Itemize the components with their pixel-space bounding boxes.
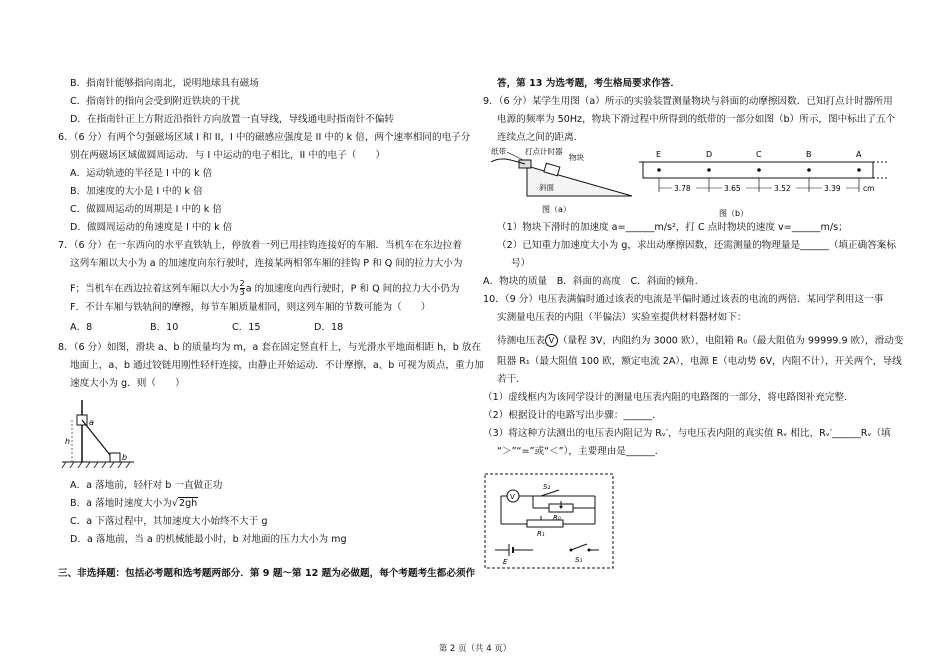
switch-s1 xyxy=(571,544,587,550)
q6-option-b: B．加速度的大小是 I 中的 k 倍 xyxy=(70,186,203,197)
q7-option-b: B．10 xyxy=(150,322,179,333)
label-h: h xyxy=(65,437,71,446)
q5-option-d: D．在指南针正上方附近沿指针方向放置一直导线，导线通电时指南针不偏转 xyxy=(70,114,394,125)
q7-stem-line2: 这列车厢以大小为 a 的加速度向东行驶时，连接某两相邻车厢的挂钩 P 和 Q 间的拉力大小为 xyxy=(70,258,463,269)
tape-distance-label: 3.65 xyxy=(724,184,741,193)
svg-text:S₁: S₁ xyxy=(575,556,583,564)
q5-option-b: B．指南针能够指向南北，说明地球具有磁场 xyxy=(70,78,259,89)
q7-option-a: A．8 xyxy=(70,322,93,333)
q8-rod-slider-figure xyxy=(58,398,138,472)
q8-option-d: D．a 落地前，当 a 的机械能最小时，b 对地面的压力大小为 mg xyxy=(70,534,347,545)
svg-text:V: V xyxy=(510,493,515,501)
q10-circuit-diagram xyxy=(483,472,615,572)
svg-text:E: E xyxy=(503,558,508,566)
q7-stem-line4: F．不计车厢与铁轨间的摩擦，每节车厢质量相同，则这列车厢的节数可能为（ ） xyxy=(70,302,431,313)
sqrt-2gh: 2gh xyxy=(178,498,198,509)
tape-distance-label: 3.52 xyxy=(774,184,791,193)
tape-distance-label: 3.78 xyxy=(674,184,691,193)
tape-point-label: C xyxy=(756,150,762,159)
q9-stem-line2: 电源的频率为 50Hz，物块下滑过程中所得到的纸带的一部分如图（b）所示，图中标出了五个 xyxy=(497,114,896,125)
label-paper: 纸带 xyxy=(491,147,506,156)
q9-stem-line3: 连续点之间的距离． xyxy=(497,132,584,143)
q6-stem-line1: 6．（6 分）有两个匀强磁场区域 I 和 II，I 中的磁感应强度是 II 中的 k 倍，两个速率相同的电子分 xyxy=(58,132,471,143)
q9-sub2-cont: 号） xyxy=(511,258,531,269)
tape-dot xyxy=(657,168,661,172)
q6-option-c: C．做圆周运动的周期是 I 中的 k 倍 xyxy=(70,204,223,215)
voltmeter-symbol: V xyxy=(545,334,558,347)
q10-stem-line5: 若干． xyxy=(497,374,526,385)
caption-b: 图（b） xyxy=(719,209,749,218)
q6-option-d: D．做圆周运动的角速度是 I 中的 k 倍 xyxy=(70,222,233,233)
q8-option-b: B．a 落地时速度大小为√2gh xyxy=(70,498,198,509)
q10-stem-line4: 阻器 R₁（最大阻值 100 欧，额定电流 2A），电源 E（电动势 6V，内阻不计），开关两个，导线 xyxy=(497,356,902,367)
q9-options: A．物块的质量 B．斜面的高度 C．斜面的倾角． xyxy=(483,276,705,287)
q9-figure-b-tape xyxy=(639,146,899,220)
svg-text:R₁: R₁ xyxy=(537,530,545,538)
q10-sub1: （1）虚线框内为该同学设计的测量电压表内阻的电路图的一部分，将电路图补充完整． xyxy=(483,392,854,403)
q6-option-a: A．运动轨迹的半径是 I 中的 k 倍 xyxy=(70,168,213,179)
section-3-heading-cont: 答，第 13 为选考题，考生格局要求作答． xyxy=(497,78,681,89)
q10-stem-line1: 10．（9 分）电压表满偏时通过该表的电流是半偏时通过该表的电流的两倍．某同学利用这一事 xyxy=(483,294,884,305)
q9-sub2: （2）已知重力加速度大小为 g，求出动摩擦因数，还需测量的物理量是______（填正确答案标 xyxy=(497,240,896,251)
q10-stem-line2: 实测量电压表的内阻（半偏法）实验室提供材料器材如下： xyxy=(497,312,747,323)
page-footer: 第 2 页（共 4 页） xyxy=(438,644,512,654)
q8-stem-line2: 地面上，a、b 通过铰链用刚性轻杆连接，由静止开始运动．不计摩擦，a、b 可视为质点，重力加 xyxy=(70,360,484,371)
q9-figure-a-incline xyxy=(487,146,637,216)
q7-option-c: C．15 xyxy=(232,322,261,333)
q10-sub2: （2）根据设计的电路写出步骤：______． xyxy=(483,410,662,421)
label-timer: 打点计时器 xyxy=(525,147,563,156)
tape-distance-label: 3.39 xyxy=(824,184,841,193)
tape-dot xyxy=(707,168,711,172)
slider-b xyxy=(110,453,120,462)
fraction-two-thirds: $\frac{2}{3}$ xyxy=(239,279,245,297)
q8-stem-line3: 速度大小为 g．则（ ） xyxy=(70,378,185,389)
q9-sub1: （1）物块下滑时的加速度 a=______m/s²，打 C 点时物块的速度 v=______m/s； xyxy=(497,222,848,233)
tape-dot xyxy=(807,168,811,172)
q9-stem-line1: 9．（6 分）某学生用图（a）所示的实验装置测量物块与斜面的动摩擦因数．已知打点计时器所用 xyxy=(483,96,893,107)
q8-stem-line1: 8．（6 分）如图，滑块 a、b 的质量均为 m，a 套在固定竖直杆上，与光滑水平地面相距 h，b 放在 xyxy=(58,342,482,353)
q10-sub3: （3）将这种方法测出的电压表内阻记为 Rᵥ′，与电压表内阻的真实值 Rᵥ 相比，Rᵥ′______Rᵥ（填 xyxy=(483,428,891,439)
caption-a: 图（a） xyxy=(542,205,571,214)
tape-point-label: A xyxy=(856,150,862,159)
label-slope: 斜面 xyxy=(539,183,554,192)
tape-unit-label: cm xyxy=(863,184,875,193)
tape-point-label: D xyxy=(706,150,713,159)
q8-option-c: C．a 下落过程中，其加速度大小始终不大于 g xyxy=(70,516,268,527)
q10-stem-line3: 待测电压表 V （量程 3V，内阻约为 3000 欧），电阻箱 R₀（最大阻值为 99999.9 欧），滑动变 xyxy=(497,335,904,347)
tape-dot xyxy=(757,168,761,172)
label-a: a xyxy=(89,418,94,427)
q5-option-c: C．指南针的指向会受到附近铁块的干扰 xyxy=(70,96,240,107)
label-block: 物块 xyxy=(569,153,584,162)
tape-point-label: B xyxy=(806,150,812,159)
tape-point-label: E xyxy=(656,150,662,159)
q7-stem-line1: 7．（6 分）在一东西向的水平直铁轨上，停放着一列已用挂钩连接好的车厢．当机车在东边拉着 xyxy=(58,240,462,251)
section-3-heading: 三、非选择题：包括必考题和选考题两部分．第 9 题～第 12 题为必做题，每个考题考生都必须作 xyxy=(58,568,476,579)
q7-option-d: D．18 xyxy=(314,322,344,333)
q6-stem-line2: 别在两磁场区域做圆周运动．与 I 中运动的电子相比，II 中的电子（ ） xyxy=(70,150,386,161)
svg-text:R₀: R₀ xyxy=(553,514,561,522)
tape-dot xyxy=(857,168,861,172)
light-rod xyxy=(82,420,110,455)
q8-option-a: A．a 落地前，轻杆对 b 一直做正功 xyxy=(70,480,223,491)
q7-stem-line3: F；当机车在西边拉着这列车厢以大小为 $\frac{2}{3}$ a 的加速度向西行驶时，P 和 Q 间的拉力大小仍为 xyxy=(70,279,460,297)
q10-sub3-cont: “＞”“=”或“＜”），主要理由是______． xyxy=(497,446,665,457)
ground-hatch xyxy=(62,462,130,468)
label-b: b xyxy=(122,453,128,462)
svg-text:S₂: S₂ xyxy=(543,483,551,491)
